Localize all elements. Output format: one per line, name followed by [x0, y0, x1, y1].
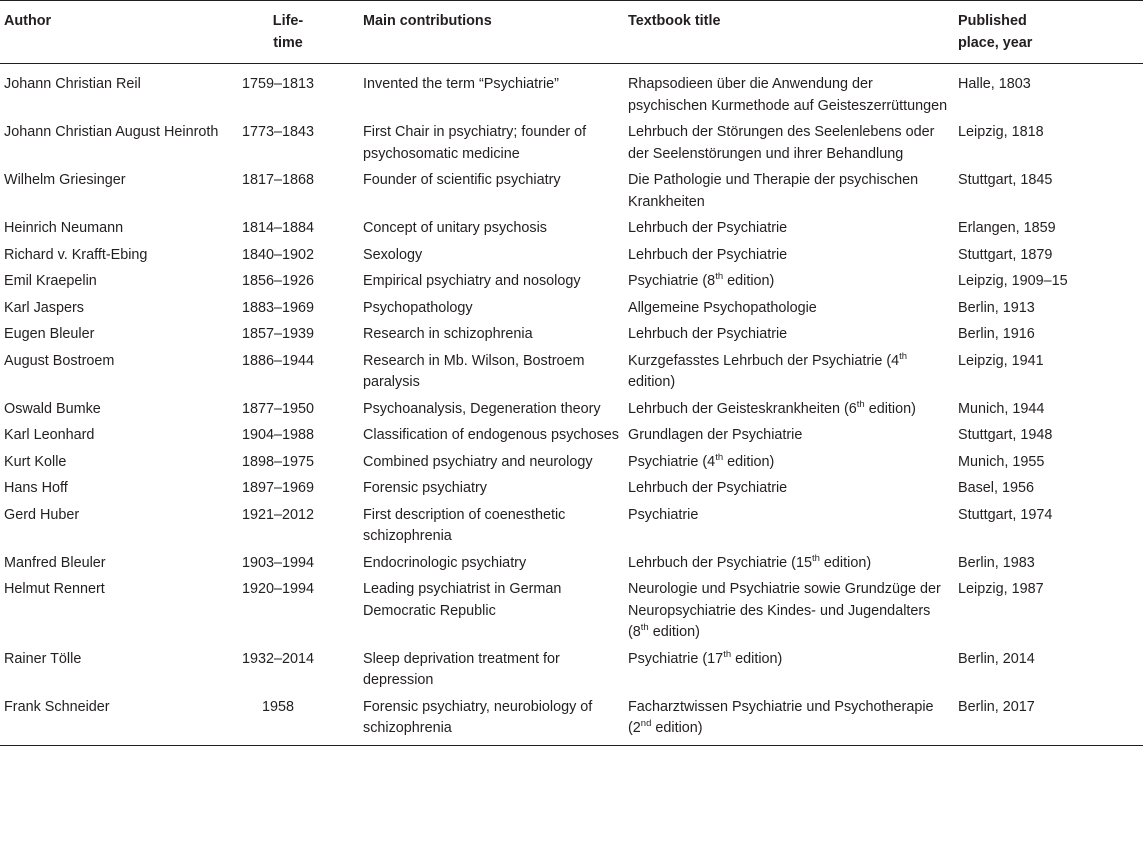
contribution-cell: Sexology	[363, 246, 423, 263]
published-cell: Halle, 1803	[958, 76, 1031, 92]
textbook-title-cell	[624, 452, 954, 479]
textbook-title-cell: Allgemeine Psychopathologie	[628, 299, 817, 316]
author-cell: Wilhelm Griesinger	[4, 172, 126, 188]
published-cell: Berlin, 1983	[958, 554, 1035, 571]
textbook-title-cell: Lehrbuch der Störungen des Seelenlebens oder der Seelenstörungen und ihrer Behandlung	[628, 124, 935, 162]
lifetime-cell: 1903–1994	[241, 554, 315, 571]
title-text: Neurologie und Psychiatrie sowie Grundzüge der Neuropsychiatrie des Kindes- und Jugendalters (8	[628, 581, 941, 640]
published-cell: Stuttgart, 1948	[958, 427, 1053, 443]
lifetime-cell: 1958	[261, 698, 294, 715]
edition-superscript: th	[640, 622, 649, 634]
table-row	[0, 324, 1143, 351]
published-cell: Stuttgart, 1974	[958, 506, 1053, 523]
author-cell: Heinrich Neumann	[4, 220, 124, 236]
published-cell: Stuttgart, 1845	[958, 172, 1053, 188]
lifetime-cell: 1897–1969	[241, 480, 315, 496]
header-contributions: Main contributions	[363, 13, 492, 29]
author-cell: Helmut Rennert	[4, 581, 105, 597]
contribution-cell: Research in schizophrenia	[363, 326, 533, 342]
table-row	[0, 351, 1143, 399]
title-text-suffix: edition)	[648, 624, 700, 640]
header-lifetime-line2: time	[273, 34, 303, 51]
textbook-title-cell: Psychiatrie	[628, 506, 699, 523]
edition-superscript: th	[856, 398, 865, 410]
lifetime-cell: 1921–2012	[241, 506, 315, 523]
edition-superscript: th	[723, 648, 732, 660]
contribution-cell: Leading psychiatrist in German Democratic Republic	[363, 581, 562, 619]
contribution-cell: First Chair in psychiatry; founder of psychosomatic medicine	[363, 124, 587, 162]
author-cell: Johann Christian Reil	[4, 76, 141, 92]
lifetime-cell: 1932–2014	[241, 650, 315, 667]
contribution-cell: Forensic psychiatry, neurobiology of schizophrenia	[363, 698, 593, 736]
table-row	[0, 245, 1143, 272]
author-cell: Manfred Bleuler	[4, 554, 106, 571]
published-cell: Stuttgart, 1879	[958, 246, 1053, 263]
lifetime-cell: 1886–1944	[241, 352, 315, 369]
lifetime-cell: 1817–1868	[241, 172, 315, 188]
edition-superscript: th	[715, 451, 724, 463]
contribution-cell: Invented the term “Psychiatrie”	[363, 76, 559, 92]
table-row	[0, 478, 1143, 505]
title-text-suffix: edition)	[723, 453, 775, 470]
textbook-title-cell	[624, 649, 954, 697]
table-row	[0, 505, 1143, 553]
textbook-title-cell: Lehrbuch der Psychiatrie	[628, 326, 788, 342]
author-cell: Hans Hoff	[4, 480, 68, 496]
textbook-title-cell: Rhapsodieen über die Anwendung der psychischen Kurmethode auf Geisteszerrüttungen	[628, 76, 948, 114]
header-published-line2: place, year	[958, 34, 1033, 51]
published-cell: Berlin, 1913	[958, 299, 1035, 316]
published-cell: Leipzig, 1818	[958, 124, 1044, 140]
published-cell: Basel, 1956	[958, 480, 1035, 496]
contribution-cell: Combined psychiatry and neurology	[363, 453, 593, 470]
table-row	[0, 64, 1143, 123]
title-text: Lehrbuch der Psychiatrie (15	[628, 554, 812, 571]
author-cell: Gerd Huber	[4, 506, 80, 523]
header-textbook: Textbook title	[628, 13, 721, 29]
table-row	[0, 298, 1143, 325]
header-published	[954, 1, 1143, 64]
published-cell: Berlin, 1916	[958, 326, 1035, 342]
lifetime-cell: 1904–1988	[241, 427, 315, 443]
lifetime-cell: 1877–1950	[241, 400, 315, 417]
contribution-cell: First description of coenesthetic schizophrenia	[363, 506, 566, 544]
contribution-cell: Founder of scientific psychiatry	[363, 172, 561, 188]
table-row	[0, 579, 1143, 649]
table-row	[0, 271, 1143, 298]
author-cell: Karl Leonhard	[4, 427, 95, 443]
author-cell: Emil Kraepelin	[4, 273, 97, 289]
contribution-cell: Sleep deprivation treatment for depression	[363, 650, 560, 688]
lifetime-cell: 1856–1926	[241, 273, 315, 289]
lifetime-cell: 1759–1813	[241, 76, 315, 92]
textbook-title-cell	[624, 579, 954, 649]
published-cell: Erlangen, 1859	[958, 220, 1056, 236]
lifetime-cell: 1898–1975	[241, 453, 315, 470]
textbook-title-cell: Lehrbuch der Psychiatrie	[628, 220, 788, 236]
title-text-suffix: edition)	[731, 650, 783, 667]
contribution-cell: Research in Mb. Wilson, Bostroem paralysis	[363, 352, 585, 390]
title-text-suffix: edition)	[628, 374, 676, 390]
table-row	[0, 697, 1143, 746]
table-row	[0, 218, 1143, 245]
header-lifetime	[227, 1, 359, 64]
table-row	[0, 553, 1143, 580]
header-published-line1: Published	[958, 13, 1027, 29]
table-row	[0, 425, 1143, 452]
author-cell: Kurt Kolle	[4, 453, 67, 470]
author-cell: Eugen Bleuler	[4, 326, 95, 342]
title-text: Facharztwissen Psychiatrie und Psychotherapie (2	[628, 698, 934, 736]
header-row	[0, 1, 1143, 64]
table-row	[0, 399, 1143, 426]
textbook-title-cell: Die Pathologie und Therapie der psychischen Krankheiten	[628, 172, 919, 210]
table-row	[0, 122, 1143, 170]
lifetime-cell: 1883–1969	[241, 299, 315, 316]
author-cell: Karl Jaspers	[4, 299, 84, 316]
title-text-suffix: edition)	[651, 720, 703, 736]
title-text-suffix: edition)	[723, 273, 775, 289]
author-cell: August Bostroem	[4, 352, 115, 369]
contribution-cell: Psychopathology	[363, 299, 473, 316]
textbook-title-cell: Grundlagen der Psychiatrie	[628, 427, 803, 443]
author-cell: Richard v. Krafft-Ebing	[4, 246, 148, 263]
header-author: Author	[4, 13, 52, 29]
textbook-title-cell	[624, 697, 954, 746]
published-cell: Berlin, 2014	[958, 650, 1035, 667]
edition-superscript: nd	[640, 718, 652, 730]
textbook-title-cell	[624, 553, 954, 580]
author-cell: Frank Schneider	[4, 698, 110, 715]
table-row	[0, 649, 1143, 697]
published-cell: Berlin, 2017	[958, 698, 1035, 715]
title-text-suffix: edition)	[864, 400, 916, 417]
edition-superscript: th	[899, 350, 908, 362]
author-cell: Oswald Bumke	[4, 400, 101, 417]
contribution-cell: Empirical psychiatry and nosology	[363, 273, 581, 289]
lifetime-cell: 1773–1843	[241, 124, 315, 140]
lifetime-cell: 1840–1902	[241, 246, 315, 263]
textbook-title-cell	[624, 271, 954, 298]
edition-superscript: th	[715, 271, 724, 283]
title-text: Kurzgefasstes Lehrbuch der Psychiatrie (4	[628, 352, 900, 369]
lifetime-cell: 1920–1994	[241, 581, 315, 597]
table-header	[0, 1, 1143, 64]
published-cell: Leipzig, 1909–15	[958, 273, 1068, 289]
textbook-title-cell: Lehrbuch der Psychiatrie	[628, 480, 788, 496]
title-text: Psychiatrie (8	[628, 273, 716, 289]
title-text: Lehrbuch der Geisteskrankheiten (6	[628, 400, 857, 417]
contribution-cell: Psychoanalysis, Degeneration theory	[363, 400, 601, 417]
title-text-suffix: edition)	[819, 554, 872, 571]
table-row	[0, 452, 1143, 479]
contribution-cell: Forensic psychiatry	[363, 480, 487, 496]
textbook-title-cell: Lehrbuch der Psychiatrie	[628, 246, 788, 263]
title-text: Psychiatrie (17	[628, 650, 724, 667]
table-body	[0, 64, 1143, 746]
textbook-title-cell	[624, 399, 954, 426]
contribution-cell: Classification of endogenous psychoses	[363, 427, 619, 443]
edition-superscript: th	[811, 552, 820, 564]
textbook-title-cell	[624, 351, 954, 399]
header-lifetime-line1: Life-	[272, 13, 304, 29]
author-cell: Rainer Tölle	[4, 650, 82, 667]
published-cell: Munich, 1955	[958, 453, 1045, 470]
contribution-cell: Endocrinologic psychiatry	[363, 554, 527, 571]
title-text: Psychiatrie (4	[628, 453, 716, 470]
published-cell: Munich, 1944	[958, 400, 1045, 417]
author-cell: Johann Christian August Heinroth	[4, 124, 219, 140]
table-row	[0, 170, 1143, 218]
published-cell: Leipzig, 1987	[958, 581, 1044, 597]
lifetime-cell: 1857–1939	[241, 326, 315, 342]
published-cell: Leipzig, 1941	[958, 352, 1044, 369]
contribution-cell: Concept of unitary psychosis	[363, 220, 547, 236]
lifetime-cell: 1814–1884	[241, 220, 315, 236]
